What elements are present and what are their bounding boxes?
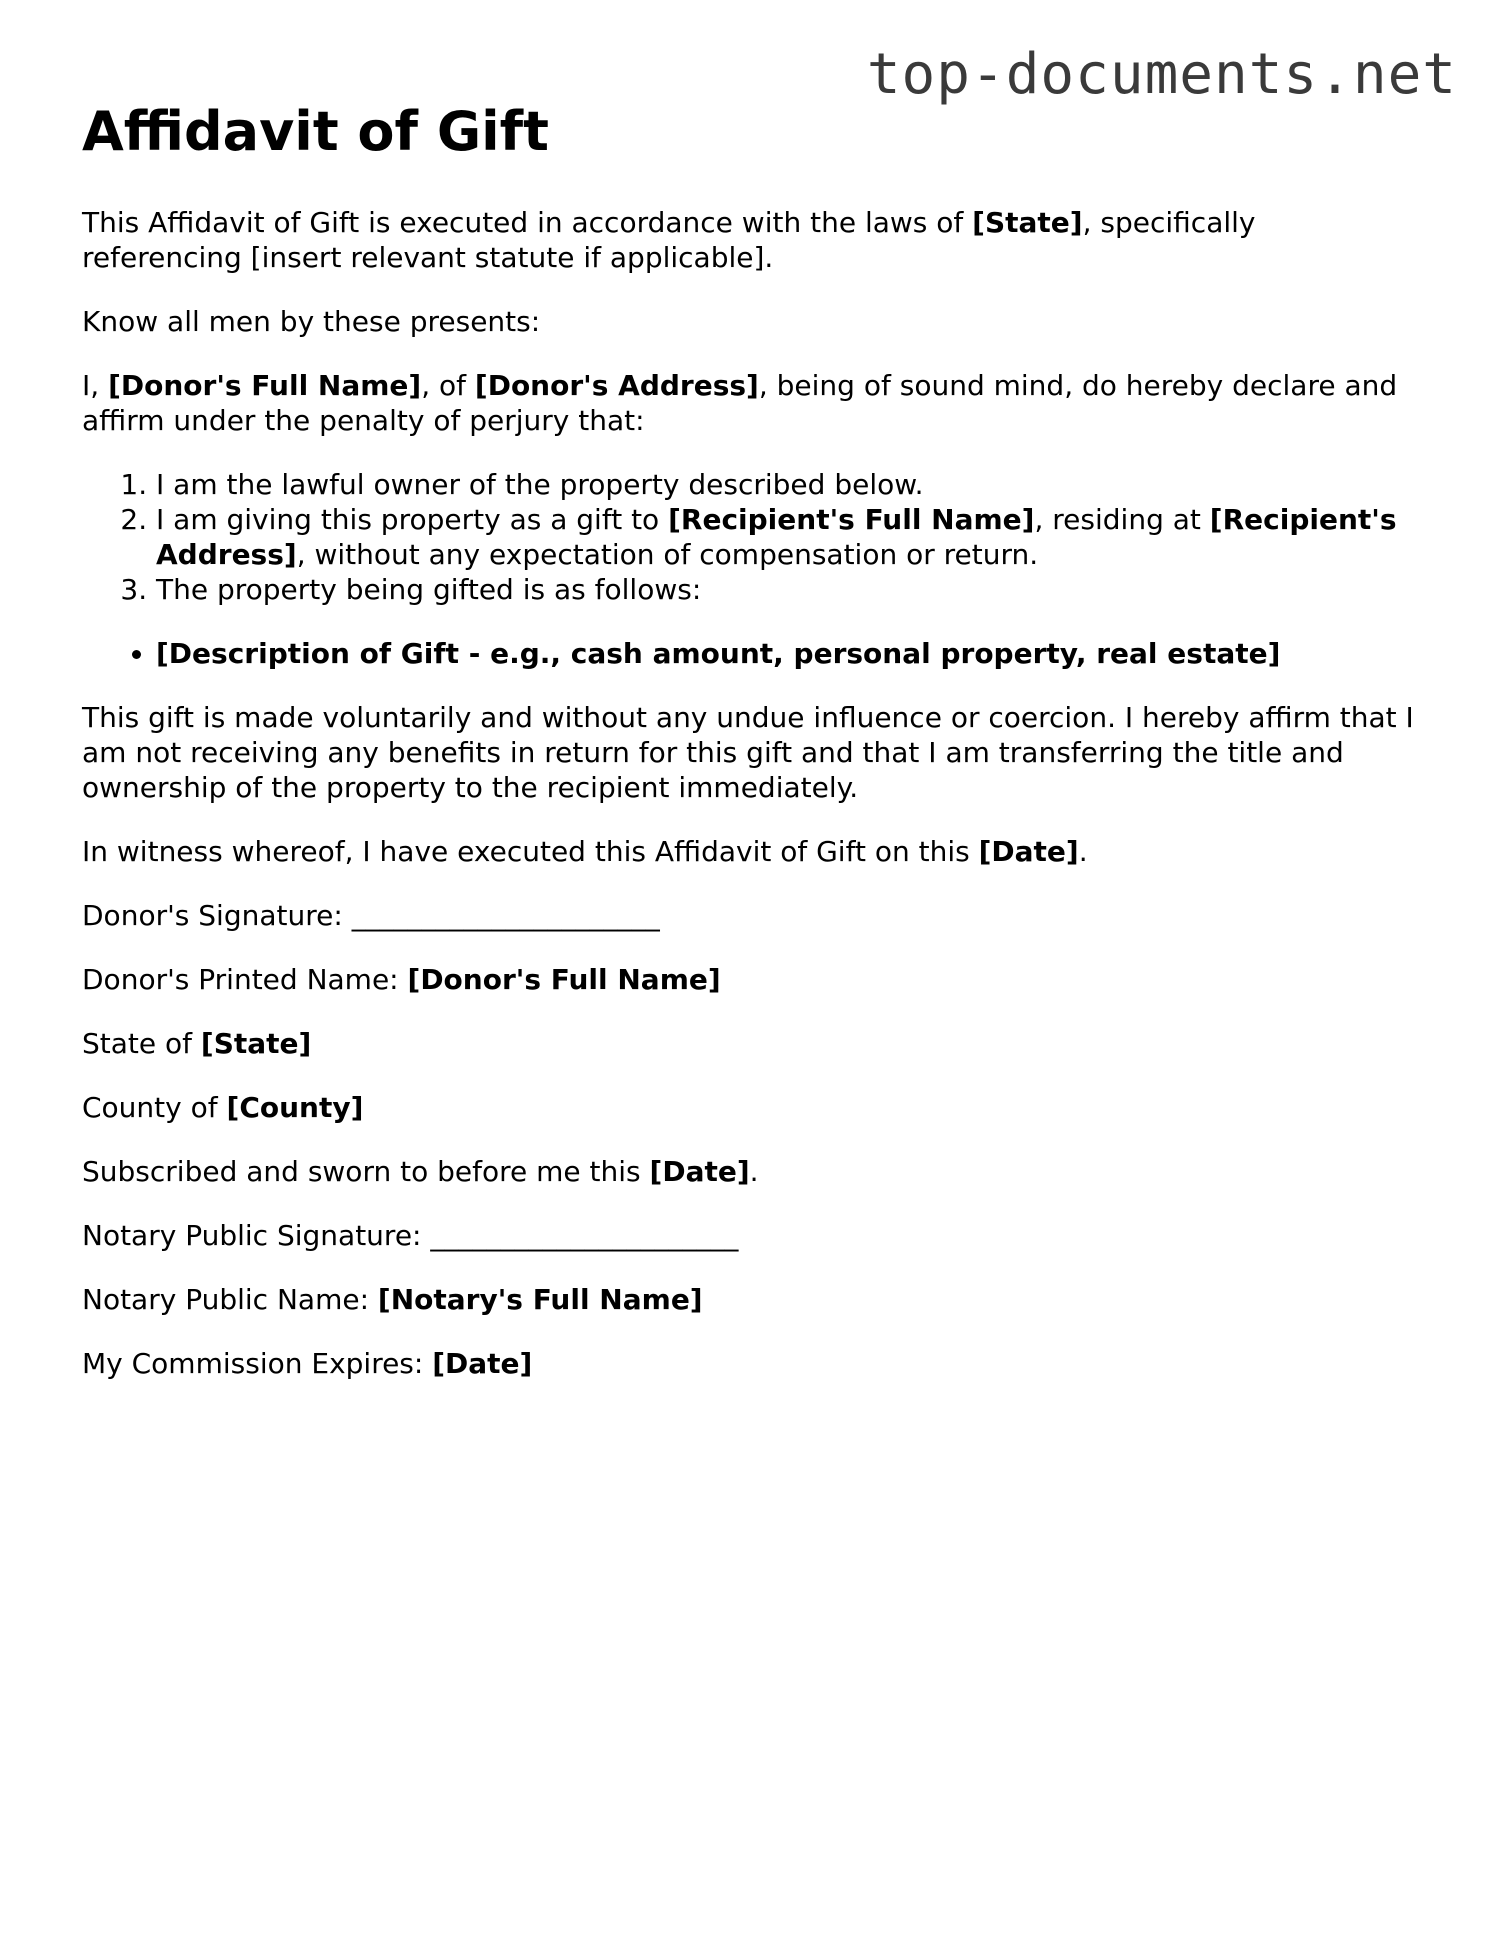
declaration-text-mid: , of bbox=[421, 368, 475, 402]
notary-name-label: Notary Public Name: bbox=[82, 1282, 378, 1316]
county-placeholder: [County] bbox=[226, 1090, 364, 1124]
date-placeholder: [Date] bbox=[432, 1346, 533, 1380]
commission-label: My Commission Expires: bbox=[82, 1346, 433, 1380]
donor-printed-name bbox=[82, 962, 1422, 997]
list-item bbox=[156, 467, 1422, 502]
notary-signature-label: Notary Public Signature: bbox=[82, 1218, 431, 1252]
subscribed-text-end: . bbox=[749, 1154, 759, 1188]
state-line bbox=[82, 1026, 1422, 1061]
gift-description-placeholder: [Description of Gift - e.g., cash amount, personal property, real estate] bbox=[156, 636, 1281, 670]
commission-line bbox=[82, 1346, 1422, 1381]
voluntary-paragraph: This gift is made voluntarily and without any undue influence or coercion. I hereby affirm that I am not receiving any benefits in return for this gift and that I am transferring the title and ownership of the property to the recipient immediately. bbox=[82, 700, 1414, 804]
item-text: , residing at bbox=[1034, 502, 1210, 536]
recipient-address-placeholder: [Recipient's Address] bbox=[156, 502, 1397, 571]
donor-signature-line bbox=[82, 898, 1422, 933]
donor-name-placeholder: [Donor's Full Name] bbox=[108, 368, 422, 402]
intro-text: This Affidavit of Gift is executed in accordance with the laws of bbox=[82, 205, 973, 239]
county-line bbox=[82, 1090, 1422, 1125]
date-placeholder: [Date] bbox=[978, 834, 1079, 868]
document-title: Affidavit of Gift bbox=[82, 100, 549, 163]
list-item bbox=[156, 636, 1422, 671]
notary-name-placeholder: [Notary's Full Name] bbox=[377, 1282, 703, 1316]
witness-paragraph bbox=[82, 834, 1422, 869]
donor-name-placeholder: [Donor's Full Name] bbox=[407, 962, 721, 996]
watermark: top-documents.net bbox=[866, 42, 1457, 107]
notary-signature-line bbox=[82, 1218, 1422, 1253]
document-body bbox=[82, 100, 1422, 1410]
intro-paragraph bbox=[82, 205, 1422, 275]
donor-address-placeholder: [Donor's Address] bbox=[474, 368, 759, 402]
declaration-text-end: , being of sound mind, do hereby declare and affirm under the penalty of perjury that: bbox=[82, 368, 1398, 437]
list-item bbox=[156, 502, 1422, 572]
declaration-list bbox=[82, 467, 1422, 607]
signature-blank: ______________________ bbox=[351, 898, 660, 932]
intro-text-end: , specifically referencing [insert relevant statute if applicable]. bbox=[82, 205, 1256, 274]
item-text: I am giving this property as a gift to bbox=[156, 502, 669, 536]
recipient-name-placeholder: [Recipient's Full Name] bbox=[668, 502, 1035, 536]
subscribed-line bbox=[82, 1154, 1422, 1189]
witness-text-end: . bbox=[1078, 834, 1088, 868]
state-label: State of bbox=[82, 1026, 201, 1060]
donor-signature-label: Donor's Signature: bbox=[82, 898, 352, 932]
item-text: I am the lawful owner of the property described below. bbox=[156, 467, 924, 501]
know-all-paragraph: Know all men by these presents: bbox=[82, 304, 541, 338]
notary-name-line bbox=[82, 1282, 1422, 1317]
item-text: The property being gifted is as follows: bbox=[156, 572, 702, 606]
declaration-text: I, bbox=[82, 368, 109, 402]
item-text: , without any expectation of compensation or return. bbox=[296, 537, 1039, 571]
donor-printed-label: Donor's Printed Name: bbox=[82, 962, 408, 996]
gift-list bbox=[82, 636, 1422, 671]
state-placeholder: [State] bbox=[200, 1026, 312, 1060]
witness-text: In witness whereof, I have executed this Affidavit of Gift on this bbox=[82, 834, 979, 868]
declaration-paragraph bbox=[82, 368, 1422, 438]
list-item bbox=[156, 572, 1422, 607]
subscribed-text: Subscribed and sworn to before me this bbox=[82, 1154, 650, 1188]
county-label: County of bbox=[82, 1090, 227, 1124]
date-placeholder: [Date] bbox=[649, 1154, 750, 1188]
state-placeholder: [State] bbox=[972, 205, 1083, 239]
signature-blank: ______________________ bbox=[430, 1218, 739, 1252]
